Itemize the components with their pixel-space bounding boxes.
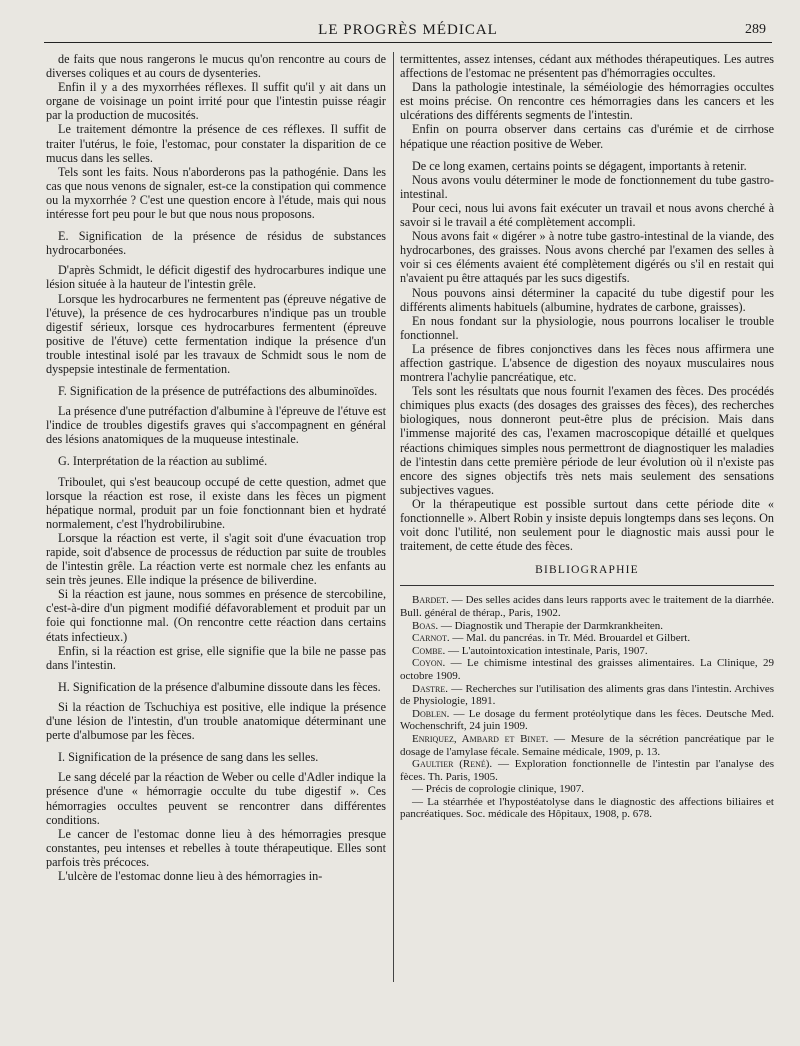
paragraph: Nous avons fait « digérer » à notre tube gastro-intestinal de la viande, des hydrocarbones, des graisses. Nous avons cherché par l'examen des selles à voir si ces éléments avaient été complètement digérés ou s'il en restait qui n'avaient pu être attaqués par les sucs digestifs.: [400, 229, 774, 286]
paragraph: D'après Schmidt, le déficit digestif des hydrocarbures indique une lésion située à la hauteur de l'intestin grêle.: [46, 263, 386, 292]
reference-author: —: [412, 783, 423, 796]
reference-text: — Mesure de la sécrétion pancréatique par le dosage de l'amylase fécale. Semaine médicale, 1909, p. 13.: [400, 732, 775, 758]
paragraph: Lorsque les hydrocarbures ne fermentent pas (épreuve négative de l'étuve), la présence de ces hydrocarbures n'indique pas un trouble digestif sérieux, lorsque ces hydrocarbures fermentent (épreuve positive de l'étuve) cette fermentation indique la présence d'un trouble intestinal isolé par les travaux de Schmidt sous le nom de dyspepsie intestinale de fermentation.: [46, 291, 386, 376]
page-number: 289: [745, 22, 766, 37]
reference-text: — Le dosage du ferment protéolytique dans les fèces. Deutsche Med. Wochenschrift, 24 juin 1909.: [400, 707, 774, 733]
bibliography-entry: [400, 594, 774, 619]
reference-text: — Mal. du pancréas. in Tr. Méd. Brouardel et Gilbert.: [449, 632, 691, 645]
column-divider: [393, 52, 394, 982]
right-column: [400, 52, 774, 821]
bibliography-entry: [400, 683, 774, 708]
paragraph: Le sang décelé par la réaction de Weber ou celle d'Adler indique la présence d'une « hémorragie occulte du tube digestif ». Ces hémorragies occultes peuvent se rencontrer dans différentes conditions.: [46, 770, 386, 827]
bibliography-entry: [400, 733, 774, 758]
bibliography-entry: [400, 632, 774, 645]
reference-author: Coyon.: [412, 657, 446, 670]
reference-author: Bardet.: [412, 594, 449, 607]
journal-title: LE PROGRÈS MÉDICAL: [318, 22, 498, 38]
bibliography-list: [400, 594, 774, 821]
reference-author: Enriquez, Ambard et Binet.: [412, 732, 549, 745]
paragraph: termittentes, assez intenses, cédant aux méthodes thérapeutiques. Les autres affections de l'estomac ne présentent pas d'hémorragies occultes.: [400, 52, 774, 81]
bibliography-entry: [400, 620, 774, 633]
reference-text: — Recherches sur l'utilisation des aliments gras dans l'intestin. Archives de Physiologie, 1891.: [400, 682, 774, 708]
paragraph: La présence de fibres conjonctives dans les fèces nous affirmera une affection gastrique. L'absence de digestion des noyaux musculaires nous montrera l'achylie pancréatique, etc.: [400, 341, 774, 385]
bibliography-entry: [400, 796, 774, 821]
paragraph: Enfin on pourra observer dans certains cas d'urémie et de cirrhose hépatique une réaction positive de Weber.: [400, 122, 774, 151]
reference-text: — Exploration fonctionnelle de l'intestin par l'analyse des fèces. Th. Paris, 1905.: [400, 758, 774, 783]
paragraph: Pour ceci, nous lui avons fait exécuter un travail et nous avons cherché à savoir si le travail a été complètement accompli.: [400, 200, 774, 230]
paragraph: La présence d'une putréfaction d'albumine à l'épreuve de l'étuve est l'indice de troubles digestifs graves qui s'accompagnent en général des lésions anatomiques de la muqueuse intestinale.: [46, 404, 386, 447]
reference-author: Dastre.: [412, 682, 449, 695]
reference-text: — Le chimisme intestinal des graisses alimentaires. La Clinique, 29 octobre 1909.: [400, 657, 774, 682]
bibliography-title: BIBLIOGRAPHIE: [535, 564, 639, 577]
paragraph: Or la thérapeutique est possible surtout dans cette période dite « fonctionnelle ». Albert Robin y insiste depuis longtemps dans ses leçons. On voit donc l'utilité, non seulement pour le diagnostic mais aussi pour le traitement, de cette étude des fèces.: [400, 496, 774, 554]
bibliography-entry: [400, 645, 774, 658]
bibliography-entry: [400, 708, 774, 733]
reference-author: Doblen.: [412, 707, 450, 720]
left-column: [46, 52, 386, 883]
section-heading: H. Signification de la présence d'albumine dissoute dans les fèces.: [58, 679, 381, 694]
reference-text: — L'autointoxication intestinale, Paris, 1907.: [445, 644, 648, 657]
paragraph: Le cancer de l'estomac donne lieu à des hémorragies presque constantes, peu intenses et rebelles à toute thérapeutique. Elles sont parfois très précoces.: [46, 826, 386, 869]
paragraph: Nous pouvons ainsi déterminer la capacité du tube digestif pour les différents aliments habituels (albumine, hydrates de carbone, graisses).: [400, 285, 774, 314]
reference-text: La stéarrhée et l'hypostéatolyse dans le diagnostic des affections biliaires et pancréatiques. Soc. médicale des Hôpitaux, 1908, p. 678.: [400, 795, 774, 821]
paragraph: Triboulet, qui s'est beaucoup occupé de cette question, admet que lorsque la réaction est rose, il existe dans les fèces un pigment hépatique normal, produit par un foie fonctionnant bien et hydraté normalement, c'est l'hydrobilirubine.: [46, 474, 386, 531]
paragraph: Lorsque la réaction est verte, il s'agit soit d'une évacuation trop rapide, soit d'absence de processus de réduction par suite de troubles de l'intestin grêle. La réaction verte est normale chez les enfants au sein très jeunes. Elle indique la présence de biliverdine.: [46, 530, 386, 588]
reference-text: Précis de coprologie clinique, 1907.: [423, 783, 584, 796]
reference-author: Gaultier (René).: [412, 758, 493, 771]
paragraph: L'ulcère de l'estomac donne lieu à des hémorragies in-: [58, 868, 323, 883]
bibliography-entry: [400, 783, 774, 796]
page-header: [44, 20, 772, 43]
bibliography-entry: [400, 657, 774, 682]
paragraph: Si la réaction de Tschuchiya est positive, elle indique la présence d'une lésion de l'intestin, d'un trouble anatomique déterminant une perte d'albumose par les fèces.: [46, 699, 386, 743]
paragraph: Nous avons voulu déterminer le mode de fonctionnement du tube gastro-intestinal.: [400, 172, 774, 201]
reference-text: — Diagnostik und Therapie der Darmkrankheiten.: [438, 619, 664, 632]
reference-author: Boas.: [412, 619, 439, 632]
section-heading: E. Signification de la présence de résidus de substances hydrocarbonées.: [46, 229, 386, 258]
paragraph: Tels sont les faits. Nous n'aborderons pas la pathogénie. Dans les cas que nous venons de signaler, est-ce la constipation qui commence ou la myxorrhée ? C'est une question encore à l'étude, mais qui nous intéresse fort peu pour le but que nous nous proposons.: [46, 164, 386, 222]
bibliography-rule: [400, 585, 774, 586]
paragraph: Tels sont les résultats que nous fournit l'examen des fèces. Des procédés chimiques plus exacts (des dosages des graisses des fèces), des recherches biologiques, nous donneront peut-être plus de précision. Mais dans l'immense majorité des cas, l'examen macroscopique détaillé et quelques réactions chimiques simples nous permettront de diagnostiquer les maladies de l'intestin dans cette première période de leur évolution où il n'existe pas encore des signes objectifs très nets mais seulement des sensations subjectives vagues.: [400, 384, 774, 497]
reference-text: — Des selles acides dans leurs rapports avec le traitement de la diarrhée. Bull. général de thérap., Paris, 1902.: [400, 594, 774, 619]
section-heading: I. Signification de la présence de sang dans les selles.: [58, 750, 319, 765]
section-heading: G. Interprétation de la réaction au sublimé.: [58, 454, 268, 469]
paragraph: Si la réaction est jaune, nous sommes en présence de stercobiline, c'est-à-dire d'un pigment modifié défavorablement et produit par un foie qui fonctionne mal. (On rencontre cette réaction dans certains états infectieux.): [46, 587, 386, 644]
reference-author: Combe.: [412, 644, 446, 657]
paragraph: En nous fondant sur la physiologie, nous pourrons localiser le trouble fonctionnel.: [400, 313, 774, 342]
reference-author: Carnot.: [412, 632, 450, 645]
paragraph: Enfin, si la réaction est grise, elle signifie que la bile ne passe pas dans l'intestin.: [46, 643, 386, 672]
bibliography-entry: [400, 758, 774, 783]
paragraph: de faits que nous rangerons le mucus qu'on rencontre au cours de diverses coliques et au cours de dysenteries.: [46, 52, 386, 81]
paragraph: De ce long examen, certains points se dégagent, importants à retenir.: [412, 158, 747, 173]
section-heading: F. Signification de la présence de putréfactions des albuminoïdes.: [58, 384, 378, 399]
paragraph: Le traitement démontre la présence de ces réflexes. Il suffit de traiter l'utérus, le foie, l'estomac, pour constater la disparition de ce mucus dans les selles.: [46, 122, 386, 165]
paragraph: Enfin il y a des myxorrhées réflexes. Il suffit qu'il y ait dans un organe de voisinage un point irrité pour que l'intestin puisse réagir par la production de mucosités.: [46, 80, 386, 123]
paragraph: Dans la pathologie intestinale, la séméiologie des hémorragies occultes est moins précise. On rencontre ces hémorragies dans les cancers et les ulcérations des différents segments de l'intestin.: [400, 80, 774, 123]
reference-author: —: [412, 795, 423, 808]
right-column-text: [400, 52, 774, 553]
